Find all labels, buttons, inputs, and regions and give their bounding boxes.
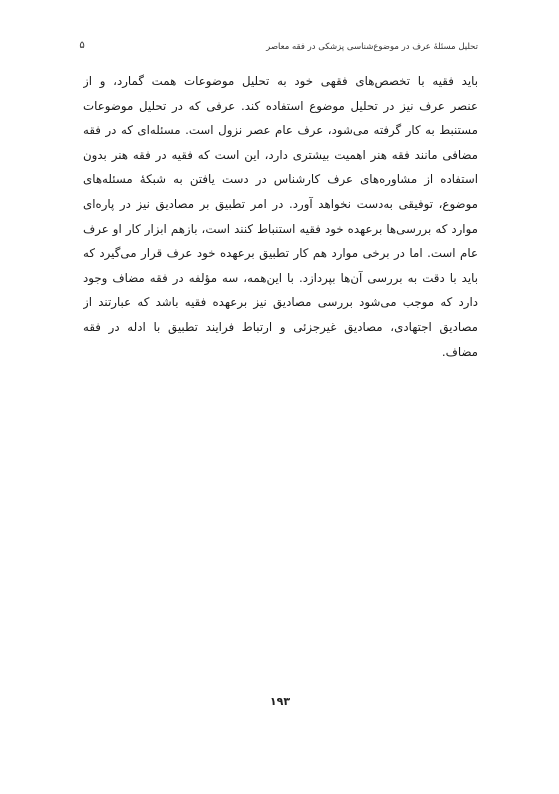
text-line: موضوع، توفیقی به‌دست نخواهد آورد. در امر تطبیق بر مصادیق نیز در پاره‌ای [83, 196, 478, 211]
text-line: استفاده از مشاوره‌های عرف کارشناس در دست یافتن به شبکهٔ مسئله‌های [83, 172, 478, 187]
page-number: ۱۹۳ [269, 695, 291, 708]
header-ornament: ۵ [79, 40, 85, 51]
text-line: عام است. اما در برخی موارد هم کار تطبیق برعهده خود عرف قرار می‌گیرد که [83, 246, 478, 261]
text-line: موارد که بررسی‌ها برعهده خود فقیه استنباط کنند است، بازهم ابزار کار او عرف [83, 221, 478, 236]
text-line: عنصر عرف نیز در تحلیل موضوع استفاده کند. عرفی که در تحلیل موضوعات [83, 98, 478, 113]
text-line: دارد که موجب می‌شود بررسی مصادیق نیز برعهده فقیه باشد که عبارتند از [83, 295, 478, 310]
text-line: مستنبط به کار گرفته می‌شود، عرف عام عصر نزول است. مسئله‌ای که در فقه [83, 123, 478, 138]
text-line: مضافی مانند فقه هنر اهمیت بیشتری دارد، این است که فقیه در فقه هنر بدون [83, 147, 478, 162]
body-paragraph [83, 69, 478, 364]
text-line: مصادیق اجتهادی، مصادیق غیرجزئی و ارتباط فرایند تطبیق با ادله در فقه [83, 319, 478, 334]
text-line: باید فقیه با تخصص‌های فقهی خود به تحلیل موضوعات همت گمارد، و از [83, 74, 478, 88]
text-line: باید با دقت به بررسی آن‌ها بپردازد. با این‌همه، سه مؤلفه در فقه مضاف وجود [83, 270, 478, 285]
running-header: تحلیل مسئلهٔ عرف در موضوع‌شناسی پزشکی در فقه معاصر [266, 42, 478, 52]
text-line: مضاف. [441, 344, 478, 359]
